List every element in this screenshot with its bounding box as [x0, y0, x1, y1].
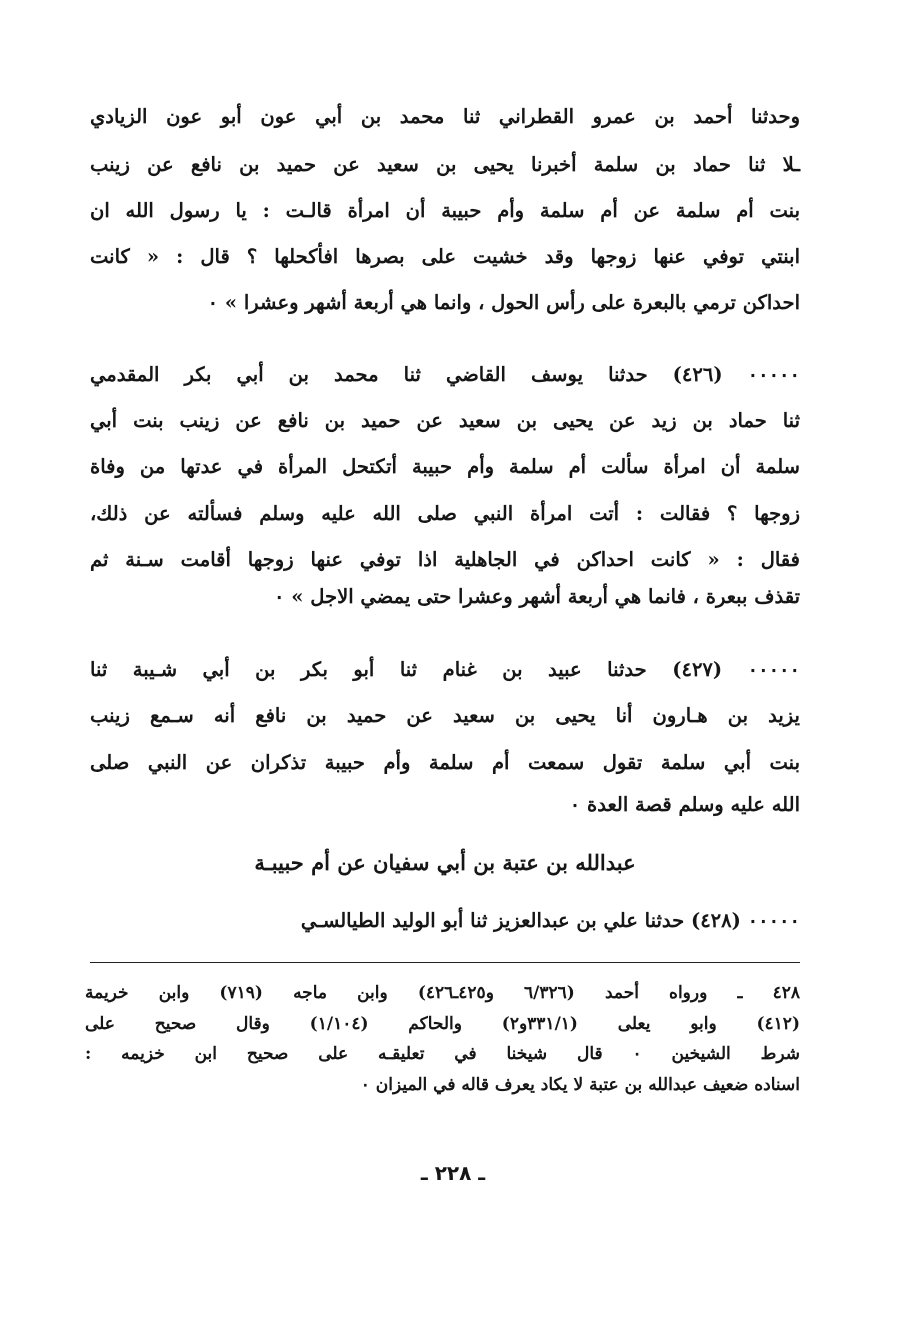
footnote-line-3: شرط الشيخين ٠ قال شيخنا في تعليقـه على صحيح ابن خزيمه : — [85, 1044, 800, 1064]
paragraph-2-line-2: ثنا حماد بن زيد عن يحيى بن سعيد عن حميد بن نافع عن زينب بنت أبي — [90, 409, 800, 432]
paragraph-2-line-5: فقال : « كانت احداكن في الجاهلية اذا توفي عنها زوجها أقامت سـنة ثم — [90, 548, 800, 571]
paragraph-3-line-3: بنت أبي سلمة تقول سمعت أم سلمة وأم حبيبة تذكران عن النبي صلى — [90, 751, 800, 774]
paragraph-3-line-4: الله عليه وسلم قصة العدة ٠ — [569, 793, 800, 816]
paragraph-3-line-1: ٠٠٠٠٠ (٤٢٧) حدثنا عبيد بن غنام ثنا أبو بكر بن أبي شـيبة ثنا — [90, 658, 801, 681]
paragraph-2-line-4: زوجها ؟ فقالت : أتت امرأة النبي صلى الله عليه وسلم فسألته عن ذلك، — [90, 502, 800, 525]
paragraph-1-line-4: ابنتي توفي عنها زوجها وقد خشيت على بصرها افأكحلها ؟ قال : « كانت — [90, 245, 800, 268]
footnote-line-1: ٤٢٨ ـ ورواه أحمد (٦/٣٢٦ و٤٢٥ـ٤٢٦) وابن ماجه (٧١٩) وابن خريمة — [85, 983, 800, 1003]
section-heading: عبدالله بن عتبة بن أبي سفيان عن أم حبيبـة — [254, 850, 636, 875]
footnote-line-4: اسناده ضعيف عبدالله بن عتبة لا يكاد يعرف قاله في الميزان ٠ — [360, 1075, 800, 1095]
page-number: ـ ٢٢٨ ـ — [420, 1161, 486, 1185]
paragraph-1-line-2: ـلا ثنا حماد بن سلمة أخبرنا يحيى بن سعيد عن حميد بن نافع عن زينب — [90, 153, 800, 176]
paragraph-3-line-2: يزيد بن هـارون أنا يحيى بن سعيد عن حميد بن نافع أنه سـمع زينب — [90, 704, 800, 727]
paragraph-2-line-3: سلمة أن امرأة سألت أم سلمة وأم حبيبة أتكتحل المرأة في عدتها من وفاة — [90, 455, 800, 478]
paragraph-1-line-1: وحدثنا أحمد بن عمرو القطراني ثنا محمد بن أبي عون أبو عون الزيادي — [90, 105, 800, 128]
footnote-separator — [90, 962, 800, 963]
paragraph-4-line-1: ٠٠٠٠٠ (٤٢٨) حدثنا علي بن عبدالعزيز ثنا أبو الوليد الطيالسـي — [300, 909, 800, 932]
paragraph-1-line-5: احداكن ترمي بالبعرة على رأس الحول ، وانما هي أربعة أشهر وعشرا » ٠ — [207, 291, 800, 314]
paragraph-1-line-3: بنت أم سلمة عن أم سلمة وأم حبيبة أن امرأة قالـت : يا رسول الله ان — [90, 199, 800, 222]
footnote-line-2: (٤١٢) وابو يعلى (٣٣١/١و٢) والحاكم (١/١٠٤) وقال صحيح على — [85, 1014, 800, 1034]
paragraph-2-line-1: ٠٠٠٠٠ (٤٢٦) حدثنا يوسف القاضي ثنا محمد بن أبي بكر المقدمي — [90, 363, 801, 386]
paragraph-2-line-6: تقذف ببعرة ، فانما هي أربعة أشهر وعشرا حتى يمضي الاجل » ٠ — [274, 585, 800, 608]
